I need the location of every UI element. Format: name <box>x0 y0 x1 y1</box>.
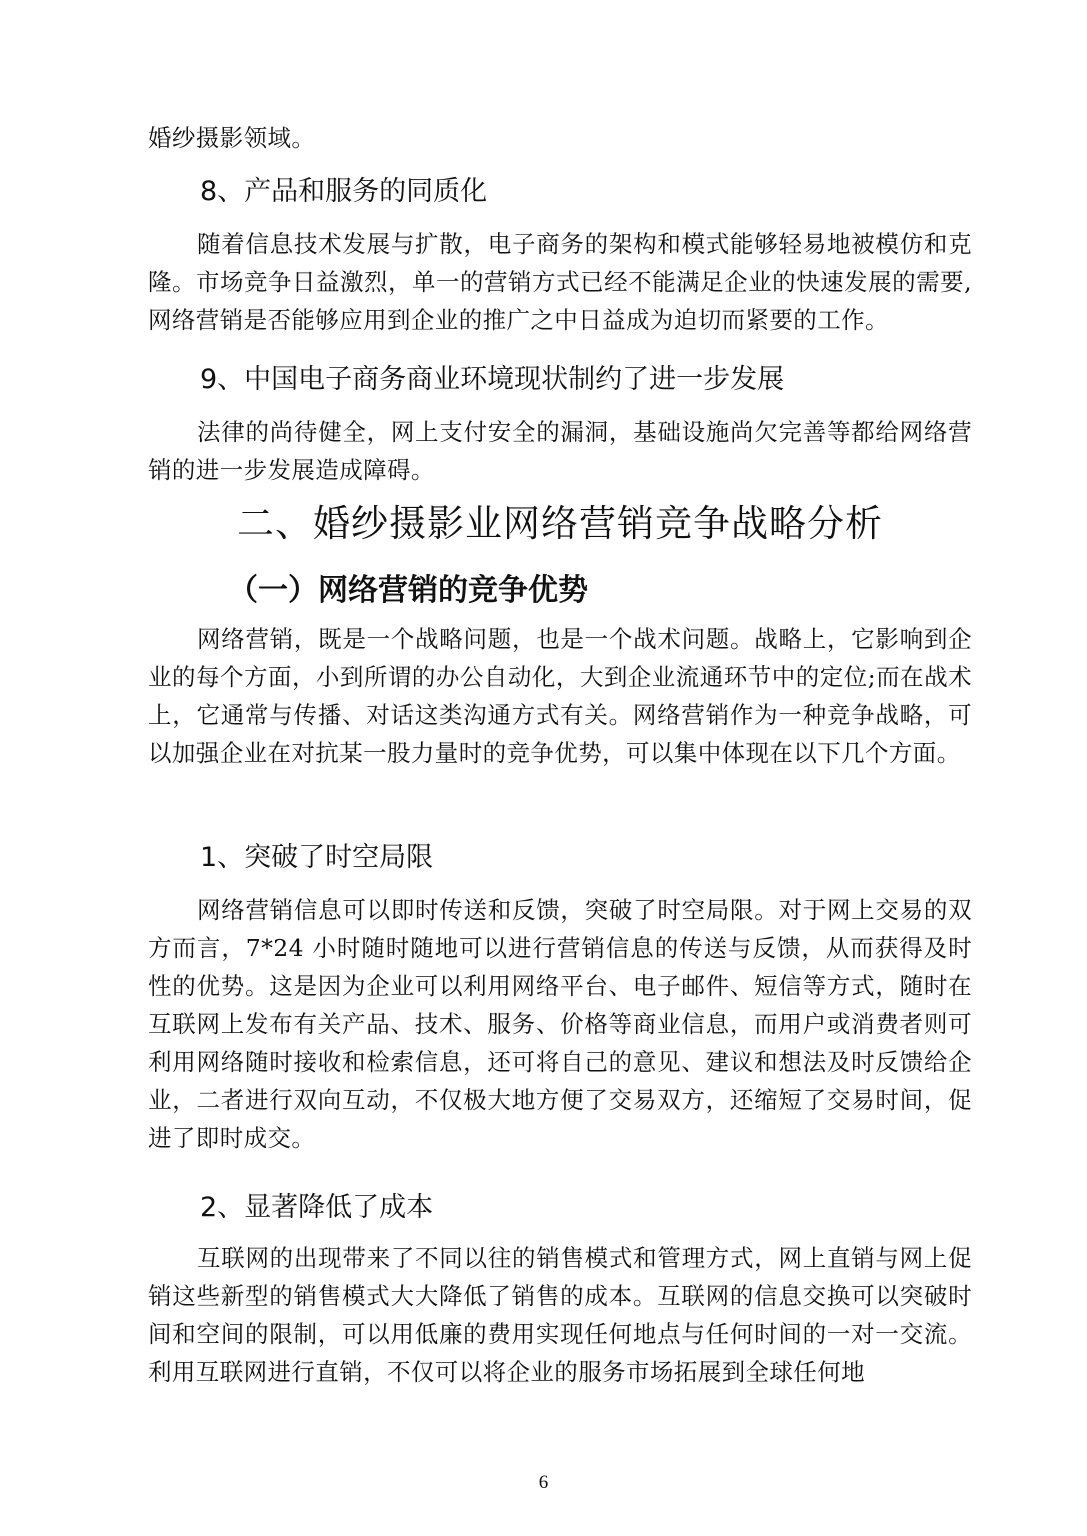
point-2-paragraph: 互联网的出现带来了不同以往的销售模式和管理方式，网上直销与网上促销这些新型的销售模式大大降低了销售的成本。互联网的信息交换可以突破时间和空间的限制，可以用低廉的费用实现任何地点与任何时间的一对一交流。利用互联网进行直销，不仅可以将企业的服务市场拓展到全球任何地 <box>148 1244 972 1386</box>
item-9-paragraph: 法律的尚待健全，网上支付安全的漏洞，基础设施尚欠完善等都给网络营销的进一步发展造成障碍。 <box>148 418 972 484</box>
section-1-title: （一）网络营销的竞争优势 <box>228 573 588 608</box>
item-9-heading: 9、中国电子商务商业环境现状制约了进一步发展 <box>200 364 785 395</box>
point-2-heading: 2、显著降低了成本 <box>200 1192 434 1223</box>
item-8-heading: 8、产品和服务的同质化 <box>200 176 488 207</box>
point-1-heading: 1、突破了时空局限 <box>200 842 434 873</box>
intro-tail-paragraph: 婚纱摄影领域。 <box>148 124 316 152</box>
item-8-paragraph: 随着信息技术发展与扩散，电子商务的架构和模式能够轻易地被模仿和克隆。市场竞争日益激烈，单一的营销方式已经不能满足企业的快速发展的需要,网络营销是否能够应用到企业的推广之中日益成为迫切而紧要的工作。 <box>148 230 972 334</box>
chapter-2-title: 二、婚纱摄影业网络营销竞争战略分析 <box>237 502 883 545</box>
page-number: 6 <box>538 1472 549 1493</box>
point-1-paragraph: 网络营销信息可以即时传送和反馈，突破了时空局限。对于网上交易的双方而言，7*24 小时随时随地可以进行营销信息的传送与反馈，从而获得及时性的优势。这是因为企业可以利用网络平台、电子邮件、短信等方式，随时在互联网上发布有关产品、技术、服务、价格等商业信息，而用户或消费者则可利用网络随时接收和检索信息，还可将自己的意见、建议和想法及时反馈给企业，二者进行双向互动，不仅极大地方便了交易双方，还缩短了交易时间，促进了即时成交。 <box>148 896 972 1152</box>
section-1-intro-paragraph: 网络营销，既是一个战略问题，也是一个战术问题。战略上，它影响到企业的每个方面，小到所谓的办公自动化，大到企业流通环节中的定位;而在战术上，它通常与传播、对话这类沟通方式有关。网络营销作为一种竞争战略，可以加强企业在对抗某一股力量时的竞争优势，可以集中体现在以下几个方面。 <box>148 625 972 767</box>
